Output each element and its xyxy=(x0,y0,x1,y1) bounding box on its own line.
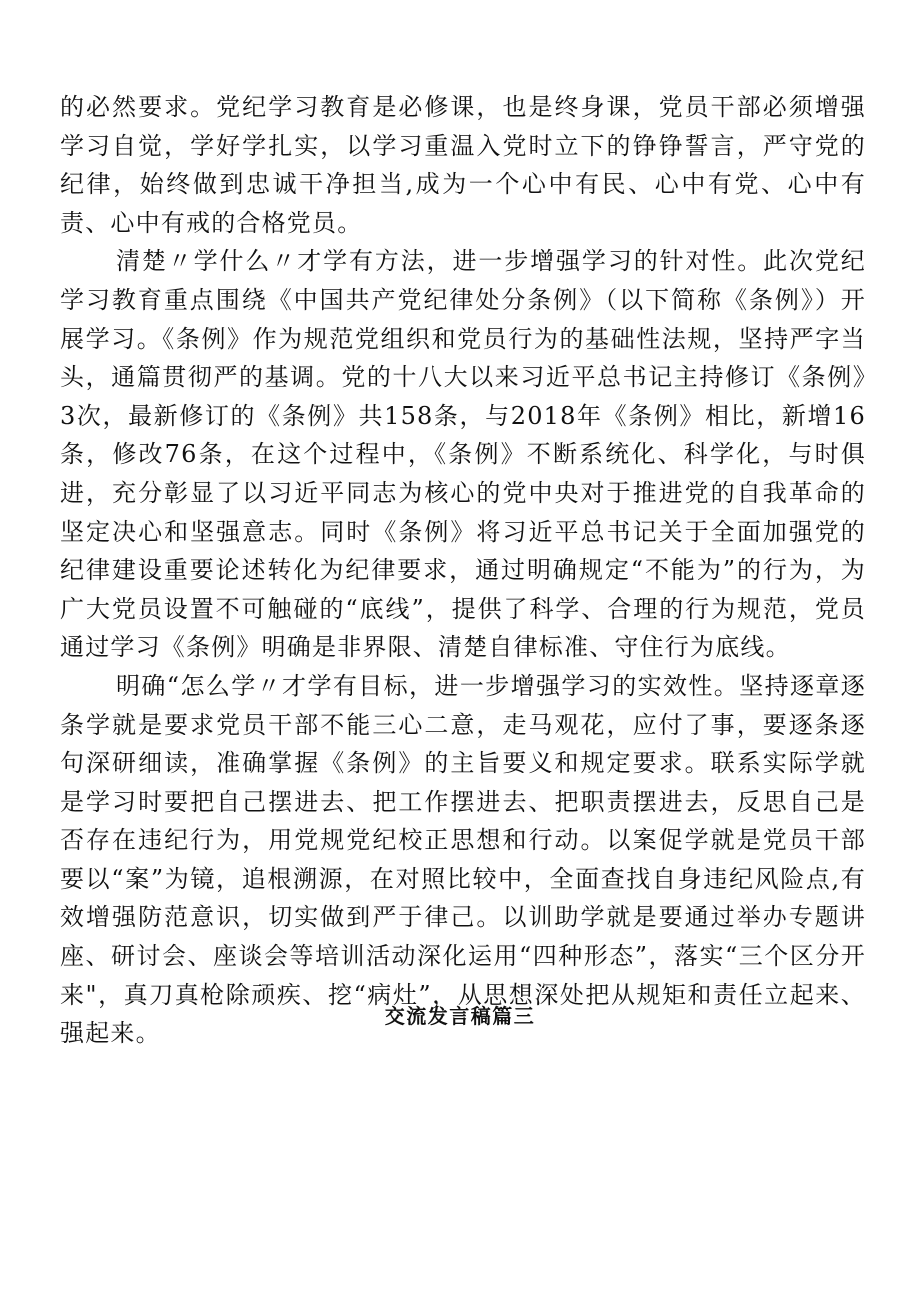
paragraph-3: 明确“怎么学〃才学有目标，进一步增强学习的实效性。坚持逐章逐条学就是要求党员干部不能三心二意，走马观花，应付了事，要逐条逐句深研细读，准确掌握《条例》的主旨要义和规定要求。联系实际学就是学习时要把自己摆进去、把工作摆进去、把职责摆进去，反思自己是否存在违纪行为，用党规党纪校正思想和行动。以案促学就是党员干部要以“案”为镜，追根溯源，在对照比较中，全面查找自身违纪风险点,有效增强防范意识，切实做到严于律己。以训助学就是要通过举办专题讲座、研讨会、座谈会等培训活动深化运用“四种形态”，落实“三个区分开来"，真刀真枪除顽疾、挖“病灶”，从思想深处把从规矩和责任立起来、强起来。 xyxy=(60,671,866,1048)
paragraph-1: 的必然要求。党纪学习教育是必修课，也是终身课，党员干部必须增强学习自觉，学好学扎实，以学习重温入党时立下的铮铮誓言，严守党的纪律，始终做到忠诚干净担当,成为一个心中有民、心中有党、心中有责、心中有戒的合格党员。 xyxy=(60,93,866,237)
document-body xyxy=(60,88,866,1053)
section-title: 交流发言稿篇三 xyxy=(384,1004,536,1028)
paragraph-2: 清楚〃学什么〃才学有方法，进一步增强学习的针对性。此次党纪学习教育重点围绕《中国共产党纪律处分条例》（以下简称《条例》）开展学习。《条例》作为规范党组织和党员行为的基础性法规，坚持严字当头，通篇贯彻严的基调。党的十八大以来习近平总书记主持修订《条例》3次，最新修订的《条例》共158条，与2018年《条例》相比，新增16条，修改76条，在这个过程中，《条例》不断系统化、科学化，与时俱进，充分彰显了以习近平同志为核心的党中央对于推进党的自我革命的坚定决心和坚强意志。同时《条例》将习近平总书记关于全面加强党的纪律建设重要论述转化为纪律要求，通过明确规定“不能为”的行为，为广大党员设置不可触碰的“底线”，提供了科学、合理的行为规范，党员通过学习《条例》明确是非界限、清楚自律标准、守住行为底线。 xyxy=(60,247,866,662)
